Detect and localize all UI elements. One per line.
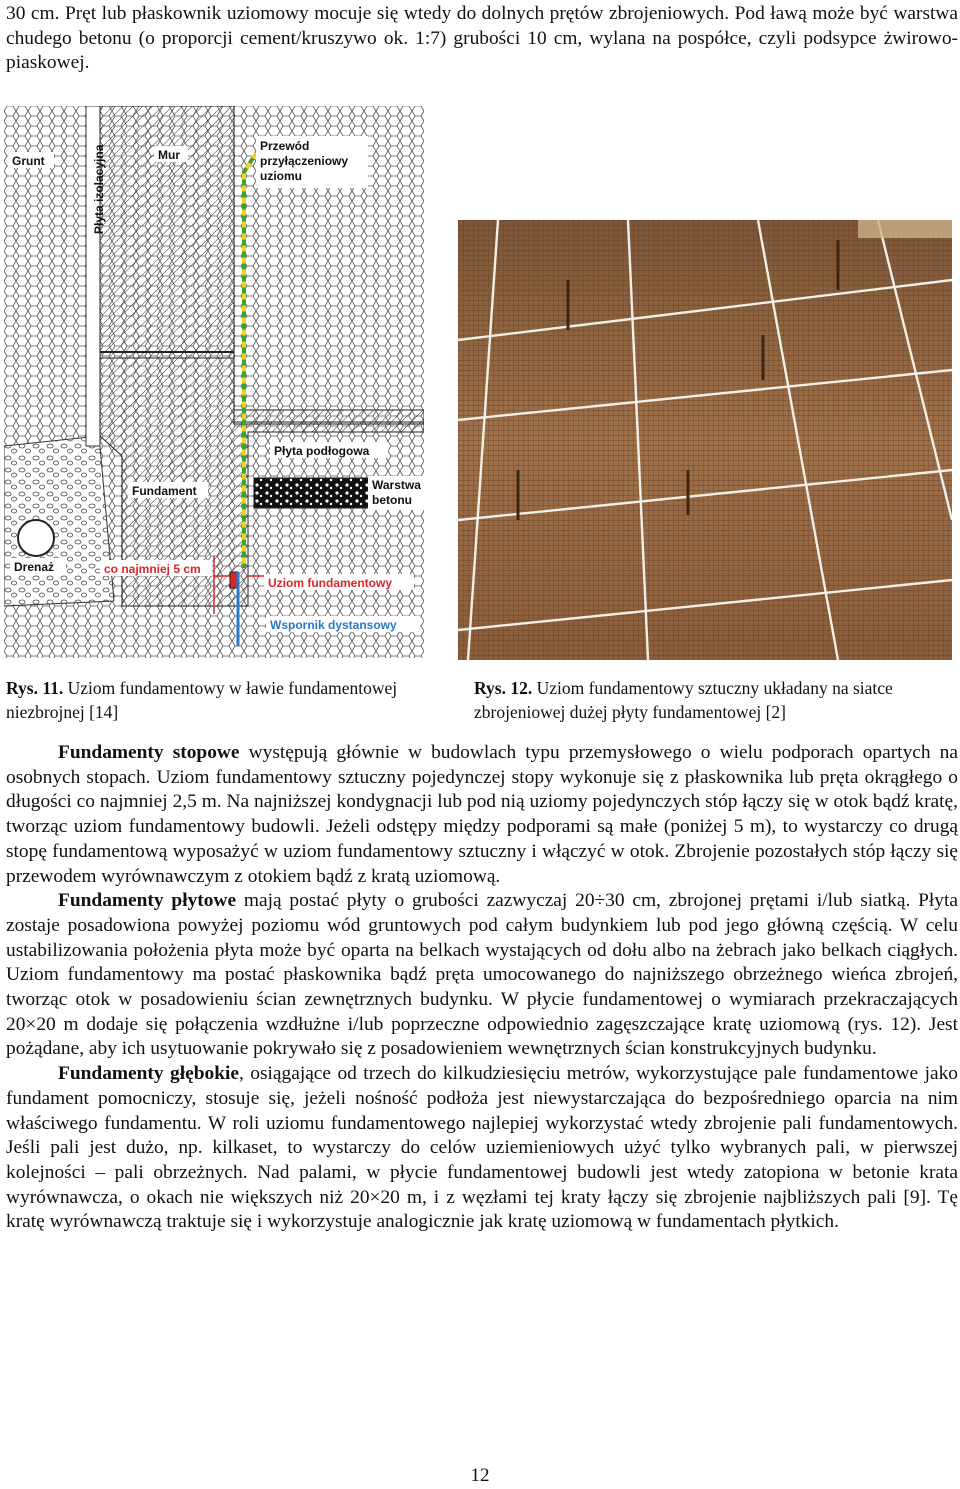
label-plyta-izolacyjna: Płyta izolacyjna xyxy=(92,144,106,234)
label-fundament: Fundament xyxy=(132,484,197,498)
figure-11-drawing xyxy=(4,106,424,658)
figure-11-caption-text: Uziom fundamentowy w ławie fundamentowej niezbrojnej [14] xyxy=(6,678,398,722)
intro-paragraph: 30 cm. Pręt lub płaskownik uziomowy mocuje się wtedy do dolnych prętów zbrojeniowych. Pod ławą może być warstwa chudego betonu (o proporcji cement/kruszywo ok. 1:7) grubości 10 cm, wylana na pospółce, czyli podsypce żwirowo-piaskowej. xyxy=(6,3,958,74)
paragraph-fundamenty-plytowe xyxy=(6,889,958,1062)
paragraph-fundamenty-stopowe xyxy=(6,741,958,889)
figure-11-caption xyxy=(6,676,426,724)
paragraph-3-text: , osiągające od trzech do kilkudziesięciu metrów, wykorzystujące pale fundamentowe jako fundament pomocniczy, stosuje się, jeżeli nośność podłoża jest niewystarczająca do bezpośredniego oparcia na nim właściwego fundamentu. W roli uziomu fundamentowego najlepiej wykorzystać wtedy zbrojenie pali fundamentowych. Jeśli pali jest dużo, np. kilkaset, to wystarczy do celów uziemieniowych użyć tylko wybranych pali, w pierwszej kolejności – pali obrzeżnych. Nad palami, w płycie fundamentowej budowli jest wtedy zatopiona w betonie krata wyrównawcza, o okach nie większych niż 20×20 m, i z węzłami tej kraty łączy się zbrojenie najbliższych pali [9]. Tę kratę wyrównawczą traktuje się i wykorzystuje analogicznie jak kratę uziomową w fundamentach płytkich. xyxy=(6,1063,958,1233)
term-fundamenty-glebokie: Fundamenty głębokie xyxy=(58,1063,239,1085)
body-text xyxy=(6,741,958,1235)
figure-12-caption-label: Rys. 12. xyxy=(474,678,533,698)
paragraph-2-text: mają postać płyty o grubości zazwyczaj 20÷30 cm, zbrojonej prętami i/lub siatką. Płyta zostaje posadowiona powyżej poziomu wód gruntowych pod całym budynkiem lub pod jego główną częścią. W celu ustabilizowania położenia płyta może być oparta na belkach wystających od dołu albo na żebrach jako belkach ciągłych. Uziom fundamentowy ma postać płaskownika bądź pręta umocowanego do najniższego obrzeżnego wieńca zbrojeń, tworząc otok w posadowieniu ścian zewnętrznych budynku. W płycie fundamentowej o wymiarach przekraczających 20×20 m dodaje się połączenia wzdłużne i/lub poprzeczne odpowiednio zagęszczające kratę uziomową (rys. 12). Jest pożądane, aby ich usytuowanie pokrywało się z posadowieniem wewnętrznych ścian konstrukcyjnych budynku. xyxy=(6,890,958,1060)
label-uziom-fundamentowy: Uziom fundamentowy xyxy=(268,576,393,590)
label-plyta-podlogowa: Płyta podłogowa xyxy=(274,444,370,458)
term-fundamenty-plytowe: Fundamenty płytowe xyxy=(58,890,237,912)
label-drenaz: Drenaż xyxy=(14,560,55,574)
label-przewod-3: uziomu xyxy=(260,169,302,183)
label-przewod-1: Przewód xyxy=(260,139,310,153)
term-fundamenty-stopowe: Fundamenty stopowe xyxy=(58,742,240,763)
label-co-najmniej: co najmniej 5 cm xyxy=(104,562,201,576)
figure-12-caption xyxy=(474,676,954,724)
figure-12-caption-text: Uziom fundamentowy sztuczny układany na siatce zbrojeniowej dużej płyty fundamentowej [2] xyxy=(474,678,893,722)
label-warstwa-1: Warstwa xyxy=(372,478,421,492)
paragraph-fundamenty-glebokie xyxy=(6,1062,958,1235)
paragraph-1-text: występują głównie w budowlach typu przemysłowego o wielu podporach opartych na osobnych stopach. Uziom fundamentowy sztuczny pojedynczej stopy wykonuje się z płaskownika lub pręta okrągłego o długości co najmniej 2,5 m. Na najniższej kondygnacji lub pod nią uziomy pojedynczych stóp łączy się w otok bądź kratę, tworząc uziom fundamentowy budowli. Jeżeli odstępy między podporami są małe (poniżej 5 m), to wystarczy co drugą stopę fundamentową wyposażyć w uziom fundamentowy sztuczny i włączyć w otok. Zbrojenie pozostałych stóp łączy się przewodem wyrównawczym z otokiem bądź z kratą uziomową. xyxy=(6,742,958,887)
label-warstwa-2: betonu xyxy=(372,493,412,507)
label-grunt: Grunt xyxy=(12,154,45,168)
label-wspornik: Wspornik dystansowy xyxy=(270,618,397,632)
page-number: 12 xyxy=(470,1465,490,1486)
label-przewod-2: przyłączeniowy xyxy=(260,154,349,168)
figure-12-photo xyxy=(458,220,952,660)
label-mur: Mur xyxy=(158,148,180,162)
figure-11-caption-label: Rys. 11. xyxy=(6,678,64,698)
